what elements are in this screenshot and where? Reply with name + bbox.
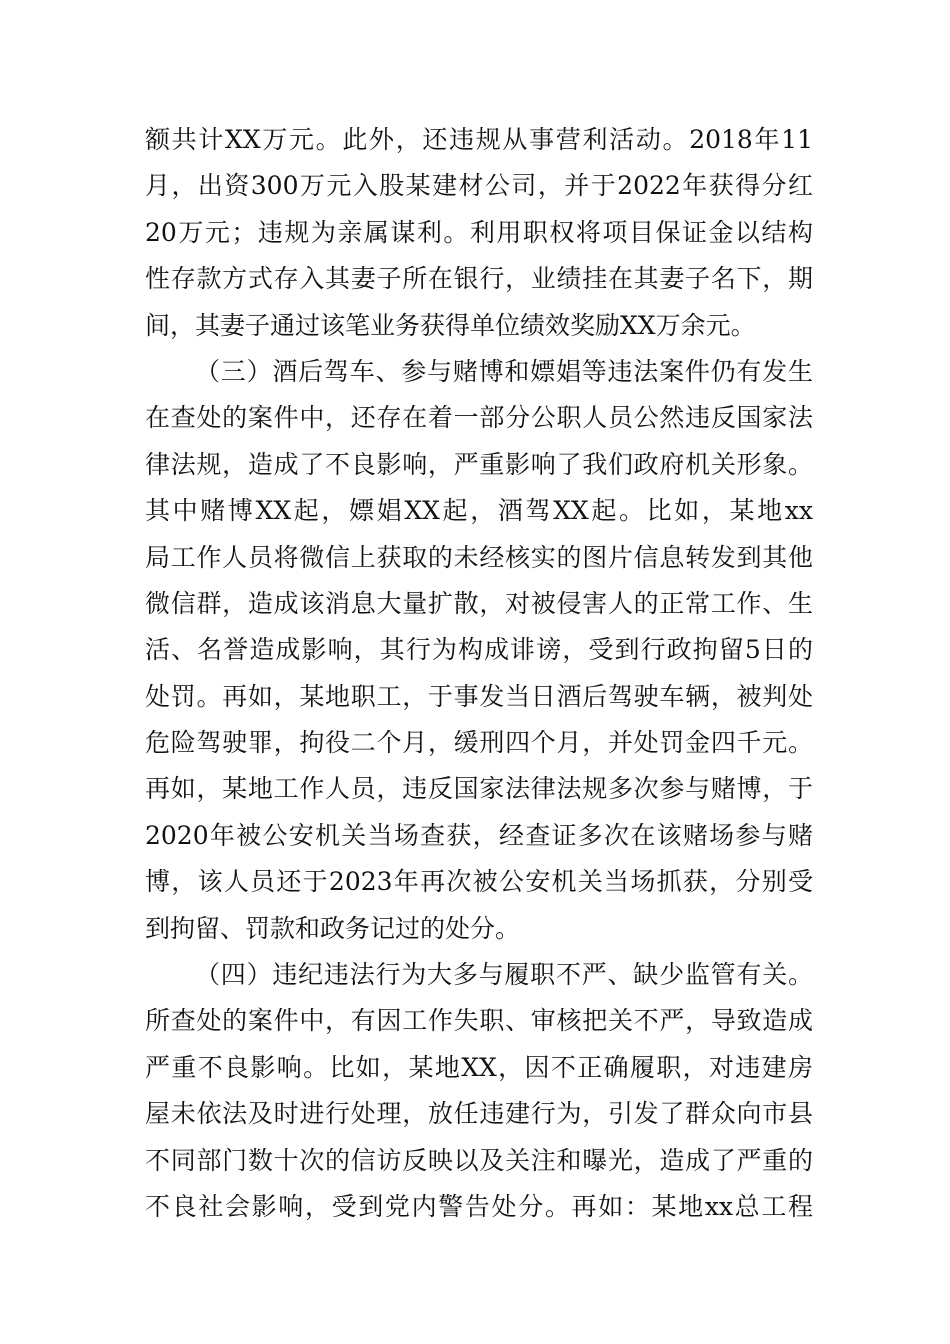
text-line: 所查处的案件中，有因工作失职、审核把关不严，导致造成 [145, 1006, 813, 1036]
document-body [145, 117, 813, 1230]
text-line: 额共计XX万元。此外，还违规从事营利活动。2018年11 [145, 125, 813, 154]
text-line: 局工作人员将微信上获取的未经核实的图片信息转发到其他 [145, 542, 813, 572]
text-line: 屋未依法及时进行处理，放任违建行为，引发了群众向市县 [145, 1099, 813, 1129]
text-line: 其中赌博XX起，嫖娼XX起，酒驾XX起。比如，某地xx [145, 496, 813, 526]
text-line: 严重不良影响。比如，某地XX，因不正确履职，对违建房 [145, 1052, 813, 1082]
text-line: 活、名誉造成影响，其行为构成诽谤，受到行政拘留5日的 [145, 635, 813, 665]
text-line: 再如，某地工作人员，违反国家法律法规多次参与赌博，于 [145, 774, 813, 804]
paragraph-end-line: 间，其妻子通过该笔业务获得单位绩效奖励XX万余元。 [145, 310, 756, 340]
section-heading-three: （三）酒后驾车、参与赌博和嫖娼等违法案件仍有发生 [195, 356, 813, 386]
text-line: 危险驾驶罪，拘役二个月，缓刑四个月，并处罚金四千元。 [145, 728, 813, 758]
text-line: 处罚。再如，某地职工，于事发当日酒后驾驶车辆，被判处 [145, 681, 813, 711]
text-line: 月，出资300万元入股某建材公司，并于2022年获得分红 [145, 171, 813, 201]
section-heading-four: （四）违纪违法行为大多与履职不严、缺少监管有关。 [195, 960, 813, 990]
text-line: 不同部门数十次的信访反映以及关注和曝光，造成了严重的 [145, 1145, 813, 1175]
paragraph-end-line: 到拘留、罚款和政务记过的处分。 [145, 913, 521, 943]
text-line: 性存款方式存入其妻子所在银行，业绩挂在其妻子名下，期 [145, 264, 813, 294]
text-line: 律法规，造成了不良影响，严重影响了我们政府机关形象。 [145, 449, 813, 479]
text-line: 2020年被公安机关当场查获，经查证多次在该赌场参与赌 [145, 820, 813, 850]
text-line: 不良社会影响，受到党内警告处分。再如：某地xx总工程 [145, 1191, 813, 1221]
text-line: 在查处的案件中，还存在着一部分公职人员公然违反国家法 [145, 403, 813, 433]
text-line: 20万元；违规为亲属谋利。利用职权将项目保证金以结构 [145, 217, 813, 247]
text-line: 微信群，造成该消息大量扩散，对被侵害人的正常工作、生 [145, 588, 813, 618]
text-line: 博，该人员还于2023年再次被公安机关当场抓获，分别受 [145, 867, 813, 897]
